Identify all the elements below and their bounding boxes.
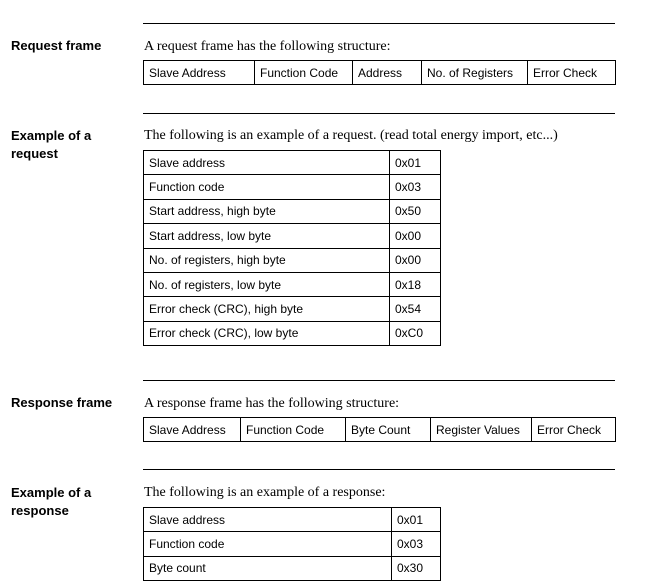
field-cell: Error check (CRC), low byte <box>144 321 390 345</box>
section-divider <box>143 469 615 470</box>
value-cell: 0x54 <box>390 297 441 321</box>
field-cell: Function code <box>144 175 390 199</box>
value-cell: 0x00 <box>390 224 441 248</box>
table-cell: Register Values <box>431 418 532 442</box>
table-row <box>144 508 441 532</box>
response-example-table <box>143 507 441 581</box>
request-frame-intro: A request frame has the following structure: <box>144 39 391 54</box>
section-divider <box>143 113 615 114</box>
table-cell: Slave Address <box>144 418 241 442</box>
request-example-table <box>143 150 441 346</box>
field-cell: Error check (CRC), high byte <box>144 297 390 321</box>
table-row <box>144 248 441 272</box>
request-frame-structure-table <box>143 60 616 85</box>
table-row <box>144 224 441 248</box>
table-row <box>144 321 441 345</box>
value-cell: 0xC0 <box>390 321 441 345</box>
request-example-heading: Example of a request <box>11 128 92 161</box>
table-row <box>144 297 441 321</box>
request-frame-heading: Request frame <box>11 38 102 53</box>
value-cell: 0x50 <box>390 199 441 223</box>
value-cell: 0x03 <box>390 175 441 199</box>
field-cell: No. of registers, low byte <box>144 272 390 296</box>
table-cell: Error Check <box>532 418 616 442</box>
table-row <box>144 61 616 85</box>
table-row <box>144 199 441 223</box>
field-cell: No. of registers, high byte <box>144 248 390 272</box>
table-row <box>144 151 441 175</box>
table-cell: Function Code <box>241 418 346 442</box>
field-cell: Slave address <box>144 508 392 532</box>
table-row <box>144 532 441 556</box>
value-cell: 0x01 <box>390 151 441 175</box>
table-cell: Byte Count <box>346 418 431 442</box>
request-example-intro: The following is an example of a request. (read total energy import, etc...) <box>144 128 558 143</box>
response-frame-intro: A response frame has the following structure: <box>144 396 400 411</box>
value-cell: 0x30 <box>392 556 441 580</box>
table-cell: Address <box>353 61 422 85</box>
field-cell: Start address, high byte <box>144 199 390 223</box>
table-row <box>144 556 441 580</box>
field-cell: Function code <box>144 532 392 556</box>
value-cell: 0x18 <box>390 272 441 296</box>
value-cell: 0x01 <box>392 508 441 532</box>
table-cell: Function Code <box>255 61 353 85</box>
section-divider <box>143 380 615 381</box>
response-frame-structure-table <box>143 417 616 442</box>
table-row <box>144 418 616 442</box>
table-cell: Error Check <box>528 61 616 85</box>
field-cell: Byte count <box>144 556 392 580</box>
response-frame-heading: Response frame <box>11 395 113 410</box>
table-row <box>144 272 441 296</box>
field-cell: Slave address <box>144 151 390 175</box>
section-divider <box>143 23 615 24</box>
table-cell: No. of Registers <box>422 61 528 85</box>
response-example-heading: Example of a response <box>11 485 92 518</box>
field-cell: Start address, low byte <box>144 224 390 248</box>
value-cell: 0x03 <box>392 532 441 556</box>
table-cell: Slave Address <box>144 61 255 85</box>
value-cell: 0x00 <box>390 248 441 272</box>
table-row <box>144 175 441 199</box>
response-example-intro: The following is an example of a response: <box>144 485 386 500</box>
